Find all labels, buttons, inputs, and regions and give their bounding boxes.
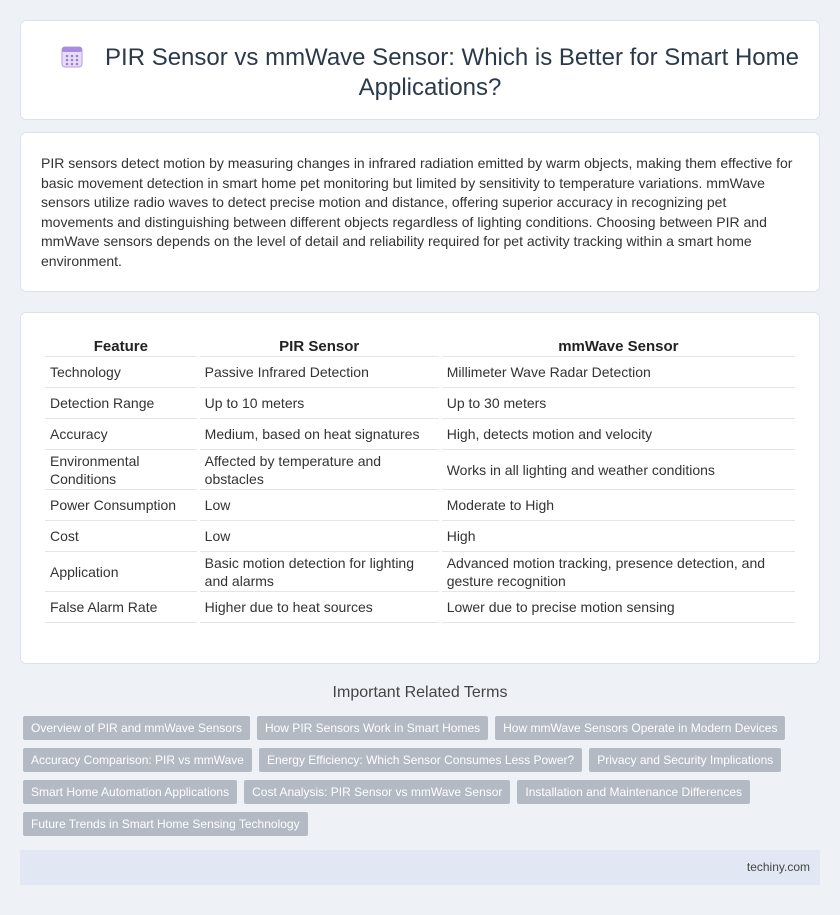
mmwave-cell: Millimeter Wave Radar Detection: [442, 357, 795, 388]
related-tag[interactable]: Cost Analysis: PIR Sensor vs mmWave Sensor: [244, 780, 510, 804]
header-pir: PIR Sensor: [200, 333, 439, 357]
mmwave-cell: Up to 30 meters: [442, 388, 795, 419]
table-row: [45, 450, 795, 490]
pir-cell: Basic motion detection for lighting and alarms: [200, 552, 439, 592]
mmwave-cell: High, detects motion and velocity: [442, 419, 795, 450]
related-terms-tags: [23, 716, 813, 844]
header-mmwave: mmWave Sensor: [442, 333, 795, 357]
feature-cell: Detection Range: [45, 388, 197, 419]
related-tag[interactable]: Smart Home Automation Applications: [23, 780, 237, 804]
feature-cell: False Alarm Rate: [45, 592, 197, 623]
mmwave-cell: Moderate to High: [442, 490, 795, 521]
table-row: [45, 521, 795, 552]
table-row: [45, 592, 795, 623]
table-row: [45, 490, 795, 521]
feature-cell: Environmental Conditions: [45, 450, 197, 490]
pir-cell: Higher due to heat sources: [200, 592, 439, 623]
footer: [20, 850, 820, 885]
title-card: [20, 20, 820, 120]
mmwave-cell: Advanced motion tracking, presence detection, and gesture recognition: [442, 552, 795, 592]
footer-site[interactable]: techiny.com: [746, 860, 810, 874]
related-tag[interactable]: Accuracy Comparison: PIR vs mmWave: [23, 748, 252, 772]
page-title: PIR Sensor vs mmWave Sensor: Which is Better for Smart Home Applications?: [105, 44, 799, 101]
table-row: [45, 357, 795, 388]
related-tag[interactable]: Energy Efficiency: Which Sensor Consumes Less Power?: [259, 748, 582, 772]
feature-cell: Power Consumption: [45, 490, 197, 521]
page-title-wrap: [61, 43, 799, 103]
feature-cell: Accuracy: [45, 419, 197, 450]
comparison-table: [42, 333, 798, 623]
table-row: [45, 388, 795, 419]
feature-cell: Technology: [45, 357, 197, 388]
related-tag[interactable]: How mmWave Sensors Operate in Modern Devices: [495, 716, 785, 740]
mmwave-cell: High: [442, 521, 795, 552]
related-tag[interactable]: Privacy and Security Implications: [589, 748, 781, 772]
tag-row: [23, 812, 813, 844]
tag-row: [23, 748, 813, 780]
table-row: [45, 552, 795, 592]
comparison-card: [20, 312, 820, 664]
calendar-grid-icon: [61, 44, 83, 68]
pir-cell: Affected by temperature and obstacles: [200, 450, 439, 490]
pir-cell: Low: [200, 490, 439, 521]
related-tag[interactable]: Installation and Maintenance Differences: [517, 780, 750, 804]
feature-cell: Application: [45, 552, 197, 592]
related-tag[interactable]: How PIR Sensors Work in Smart Homes: [257, 716, 488, 740]
mmwave-cell: Works in all lighting and weather conditions: [442, 450, 795, 490]
mmwave-cell: Lower due to precise motion sensing: [442, 592, 795, 623]
summary-text: PIR sensors detect motion by measuring changes in infrared radiation emitted by warm objects, making them effective for basic movement detection in smart home pet monitoring but limited by sensitivity to temperature variations. mmWave sensors utilize radio waves to detect precise motion and distance, offering superior accuracy in recognizing pet movements and distinguishing between different objects regardless of lighting conditions. Choosing between PIR and mmWave sensors depends on the level of detail and reliability required for pet activity tracking within a smart home environment.: [41, 155, 793, 269]
related-terms-title: Important Related Terms: [332, 684, 508, 701]
header-feature: Feature: [45, 333, 197, 357]
pir-cell: Passive Infrared Detection: [200, 357, 439, 388]
related-tag[interactable]: Future Trends in Smart Home Sensing Technology: [23, 812, 308, 836]
pir-cell: Medium, based on heat signatures: [200, 419, 439, 450]
feature-cell: Cost: [45, 521, 197, 552]
summary-card: [20, 132, 820, 292]
tag-row: [23, 780, 813, 812]
pir-cell: Low: [200, 521, 439, 552]
table-row: [45, 419, 795, 450]
table-header-row: [45, 333, 795, 357]
related-tag[interactable]: Overview of PIR and mmWave Sensors: [23, 716, 250, 740]
tag-row: [23, 716, 813, 748]
pir-cell: Up to 10 meters: [200, 388, 439, 419]
